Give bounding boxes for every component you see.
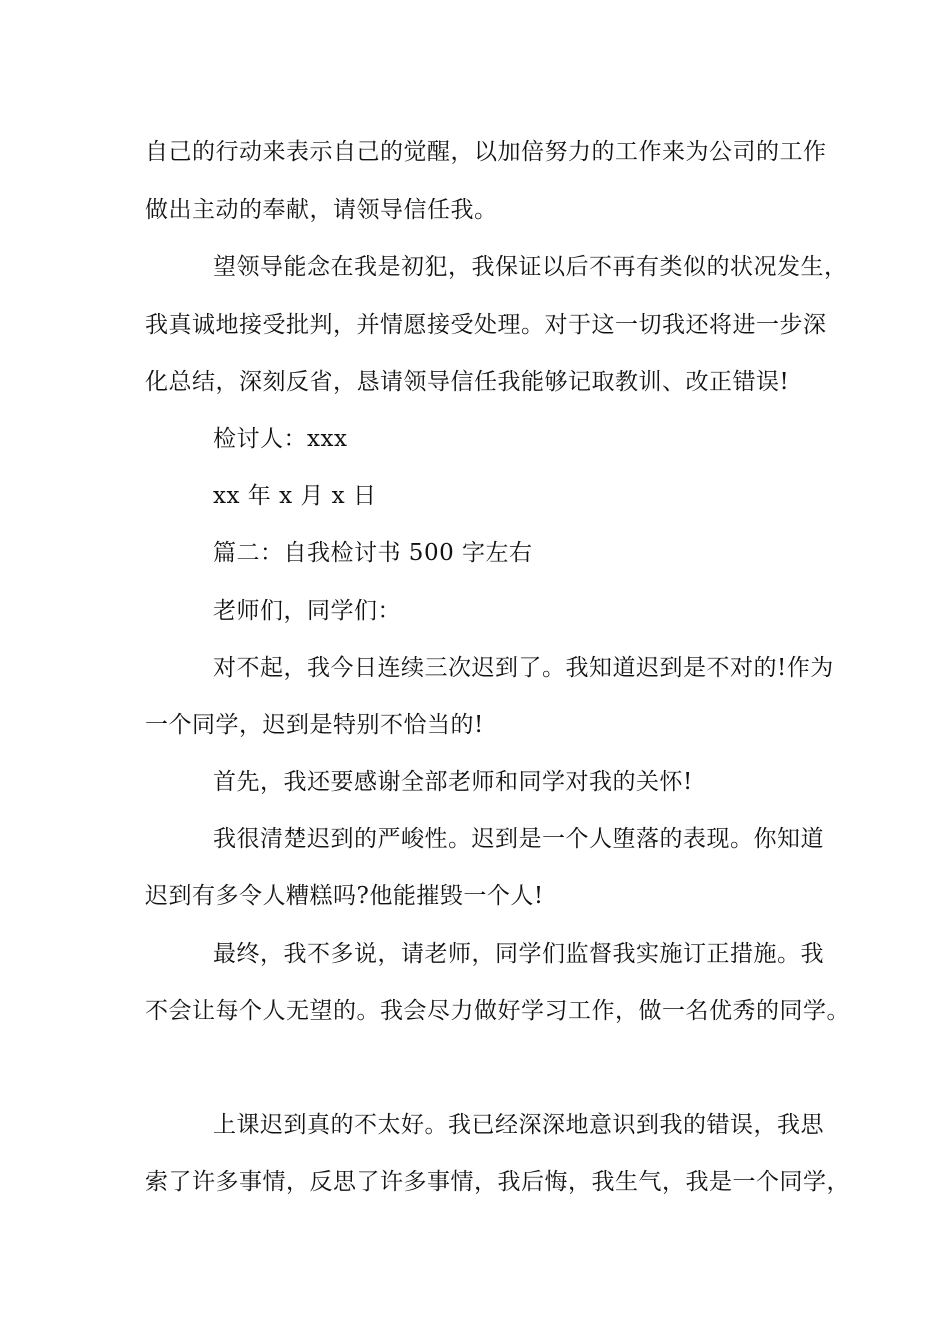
signature-line: 检讨人：xxx: [213, 426, 348, 452]
paragraph-line: 自己的行动来表示自己的觉醒，以加倍努力的工作来为公司的工作: [145, 139, 827, 165]
paragraph-line: 化总结，深刻反省，恳请领导信任我能够记取教训、改正错误!: [145, 369, 790, 395]
paragraph-line: 我很清楚迟到的严峻性。迟到是一个人堕落的表现。你知道: [213, 826, 824, 852]
paragraph-line: 最终，我不多说，请老师，同学们监督我实施订正措施。我: [213, 941, 824, 967]
paragraph-line: 索了许多事情，反思了许多事情，我后悔，我生气，我是一个同学，: [145, 1169, 850, 1195]
paragraph-line: 我真诚地接受批判，并情愿接受处理。对于这一切我还将进一步深: [145, 312, 827, 338]
date-line: xx 年 x 月 x 日: [213, 483, 377, 509]
paragraph-line: 对不起，我今日连续三次迟到了。我知道迟到是不对的!作为: [213, 655, 834, 681]
paragraph-line: 上课迟到真的不太好。我已经深深地意识到我的错误，我思: [213, 1112, 824, 1138]
paragraph-line: 一个同学，迟到是特别不恰当的!: [145, 712, 484, 738]
paragraph-line: 不会让每个人无望的。我会尽力做好学习工作，做一名优秀的同学。: [145, 998, 850, 1024]
salutation: 老师们，同学们：: [213, 598, 401, 624]
paragraph-line: 迟到有多令人糟糕吗?他能摧毁一个人!: [145, 883, 544, 909]
paragraph-line: 首先，我还要感谢全部老师和同学对我的关怀!: [213, 769, 693, 795]
paragraph-line: 望领导能念在我是初犯，我保证以后不再有类似的状况发生，: [213, 254, 848, 280]
section-heading: 篇二：自我检讨书 500 字左右: [213, 540, 533, 566]
paragraph-line: 做出主动的奉献，请领导信任我。: [145, 197, 498, 223]
